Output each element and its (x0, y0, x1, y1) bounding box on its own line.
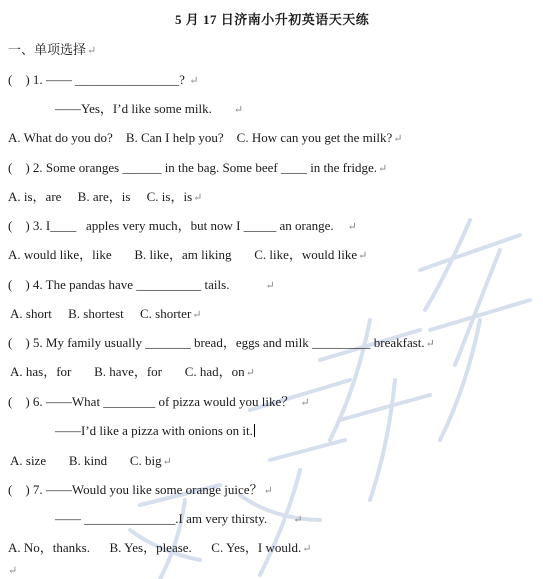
question-2-options: A. is，are B. are，is C. is，is↵ (8, 189, 203, 204)
question-5-options: A. has，for B. have，for C. had，on↵ (10, 364, 255, 379)
question-6: ( ) 6. ——What ________ of pizza would you like？ ↵ (8, 394, 310, 409)
page-title: 5 月 17 日济南小升初英语天天练 (175, 12, 370, 27)
question-7: ( ) 7. ——Would you like some orange juice？↵ (8, 482, 273, 497)
question-2: ( ) 2. Some oranges ______ in the bag. Some beef ____ in the fridge.↵ (8, 160, 388, 175)
question-6-dialog: ——I’d like a pizza with onions on it. (55, 423, 253, 438)
question-4-options: A. short B. shortest C. shorter↵ (10, 306, 202, 321)
section-heading: 一、单项选择↵ (8, 42, 97, 57)
question-1-dialog: ——Yes，I’d like some milk. ↵ (55, 101, 244, 116)
question-3-options: A. would like，like B. like，am liking C. like，would like↵ (8, 247, 368, 262)
question-3: ( ) 3. I____ apples very much，but now I _____ an orange. ↵ (8, 218, 357, 233)
paragraph-mark: ↵ (8, 565, 18, 577)
question-7-dialog: —— ______________.I am very thirsty. ↵ (55, 511, 303, 526)
question-1: ( ) 1. —— ________________? ↵ (8, 72, 199, 87)
question-7-options: A. No，thanks. B. Yes，please. C. Yes，I would.↵ (8, 540, 312, 555)
question-4: ( ) 4. The pandas have __________ tails. ↵ (8, 277, 275, 292)
question-6-options: A. size B. kind C. big↵ (10, 453, 172, 468)
text-cursor (254, 424, 255, 437)
question-1-options: A. What do you do? B. Can I help you? C. How can you get the milk?↵ (8, 130, 403, 145)
question-5: ( ) 5. My family usually _______ bread，eggs and milk _________ breakfast.↵ (8, 335, 435, 350)
